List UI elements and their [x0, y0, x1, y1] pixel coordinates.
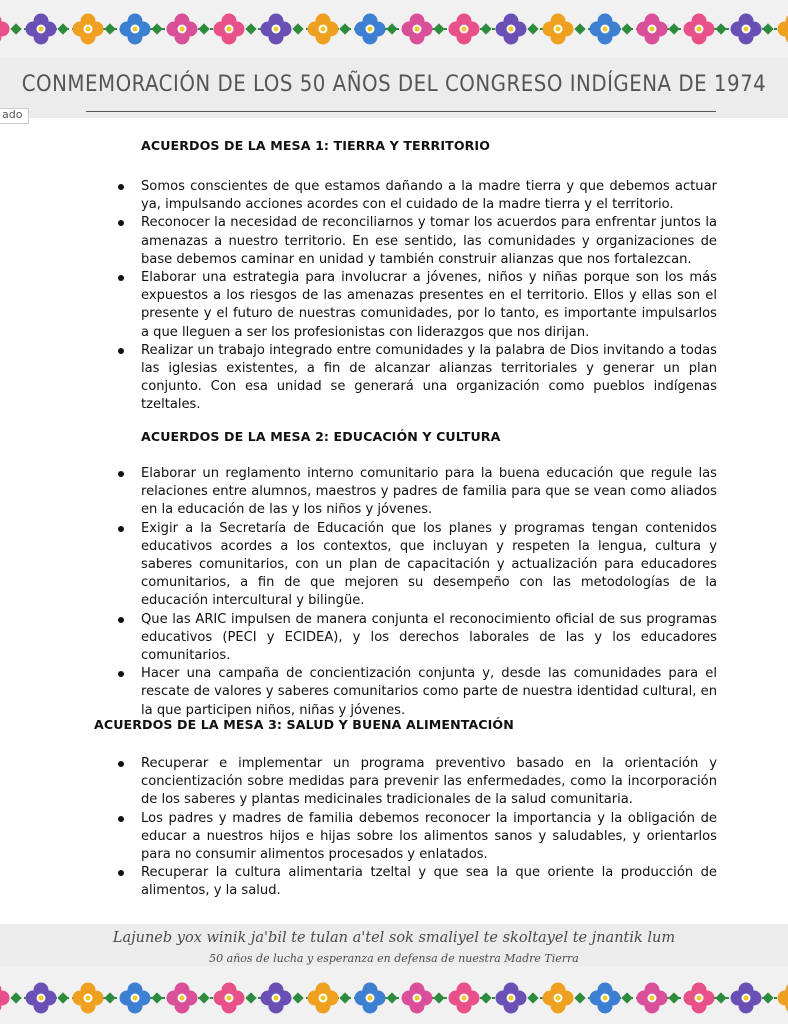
- flower-motif: [778, 983, 788, 1014]
- flower-motif: [778, 14, 788, 45]
- flower-motif: [496, 983, 539, 1014]
- flower-motif: [637, 983, 680, 1014]
- embroidered-border-top: [0, 0, 788, 58]
- flower-motif: [543, 14, 586, 45]
- flower-motif: [684, 14, 727, 45]
- flower-motif: [449, 983, 492, 1014]
- section-list-mesa-2: [117, 465, 717, 720]
- flower-motif: [73, 983, 116, 1014]
- flower-motif: [731, 14, 774, 45]
- list-item: Que las ARIC impulsen de manera conjunta el reconocimiento oficial de sus programas educativos (PECI y ECIDEA), y los derechos laborales de las y los educadores comunitarios.: [117, 611, 717, 666]
- flower-motif: [261, 14, 304, 45]
- list-item: Recuperar e implementar un programa preventivo basado en la orientación y concientización sobre medidas para prevenir las enfermedades, como la incorporación de los saberes y plantas medicinales tradicionales de la salud comunitaria.: [117, 755, 717, 810]
- flower-motif: [120, 983, 163, 1014]
- flower-motif: [402, 983, 445, 1014]
- flower-motif: [26, 983, 69, 1014]
- flower-motif: [120, 14, 163, 45]
- flower-motif: [355, 14, 398, 45]
- footer-spanish-text: 50 años de lucha y esperanza en defensa de nuestra Madre Tierra: [209, 952, 579, 965]
- flower-motif: [355, 983, 398, 1014]
- flower-motif: [308, 14, 351, 45]
- list-item: Elaborar una estrategia para involucrar a jóvenes, niños y niñas porque son los más expuestos a los riesgos de las amenazas presentes en el territorio. Ellos y ellas son el presente y el futuro de nuestras comunidades, por lo tanto, es importante impulsarlos a que lleguen a ser los profesionistas con liderazgos que nos dirijan.: [117, 269, 717, 342]
- window-tab-fragment: ado: [0, 108, 29, 124]
- title-underline: [86, 111, 716, 112]
- flower-motif: [0, 14, 22, 45]
- flower-motif: [26, 14, 69, 45]
- flower-motif: [496, 14, 539, 45]
- flower-motif: [684, 983, 727, 1014]
- section-heading-mesa-3: ACUERDOS DE LA MESA 3: SALUD Y BUENA ALIMENTACIÓN: [94, 717, 514, 732]
- list-item: Los padres y madres de familia debemos reconocer la importancia y la obligación de educar a nuestros hijos e hijas sobre los alimentos sanos y saludables, y orientarlos para no consumir alimentos procesados y enlatados.: [117, 810, 717, 865]
- page-title: CONMEMORACIÓN DE LOS 50 AÑOS DEL CONGRESO INDÍGENA DE 1974: [21, 72, 767, 97]
- flower-motif: [73, 14, 116, 45]
- flower-motif: [214, 14, 257, 45]
- flower-pattern-bottom: [0, 966, 788, 1024]
- list-item: Exigir a la Secretaría de Educación que los planes y programas tengan contenidos educativos acordes a los contextos, que incluyan y respeten la lengua, cultura y saberes comunitarios, con un plan de capacitación y actualización para educadores comunitarios, a fin de que mejoren su desempeño con las metodologías de la educación intercultural y bilingüe.: [117, 520, 717, 611]
- flower-motif: [590, 983, 633, 1014]
- flower-motif: [402, 14, 445, 45]
- document-page: [0, 118, 788, 924]
- section-list-mesa-3: [117, 755, 717, 901]
- flower-motif: [308, 983, 351, 1014]
- list-item: Realizar un trabajo integrado entre comunidades y la palabra de Dios invitando a todas las iglesias existentes, a fin de alcanzar alianzas territoriales y generar un plan conjunto. Con esa unidad se generará una organización como pueblos indígenas tzeltales.: [117, 342, 717, 415]
- footer-tzeltal-text: Lajuneb yox winik ja'bil te tulan a'tel sok smaliyel te skoltayel te jnantik lum: [112, 930, 676, 946]
- list-item: Hacer una campaña de concientización conjunta y, desde las comunidades para el rescate de valores y saberes comunitarios como parte de nuestra identidad cultural, en la que participen niños, niñas y jóvenes.: [117, 665, 717, 720]
- flower-motif: [261, 983, 304, 1014]
- flower-motif: [214, 983, 257, 1014]
- list-item: Recuperar la cultura alimentaria tzeltal y que sea la que oriente la producción de alimentos, y la salud.: [117, 864, 717, 900]
- flower-motif: [0, 983, 22, 1014]
- flower-motif: [731, 983, 774, 1014]
- flower-pattern-top: [0, 0, 788, 58]
- list-item: Reconocer la necesidad de reconciliarnos y tomar los acuerdos para enfrentar juntos la amenazas a nuestro territorio. En ese sentido, las comunidades y organizaciones de base debemos caminar en unidad y también construir alianzas que nos fortalezcan.: [117, 214, 717, 269]
- flower-motif: [543, 983, 586, 1014]
- list-item: Somos conscientes de que estamos dañando a la madre tierra y que debemos actuar ya, impulsando acciones acordes con el cuidado de la madre tierra y el territorio.: [117, 178, 717, 214]
- flower-motif: [590, 14, 633, 45]
- flower-motif: [167, 983, 210, 1014]
- section-heading-mesa-2: ACUERDOS DE LA MESA 2: EDUCACIÓN Y CULTURA: [141, 429, 501, 444]
- section-list-mesa-1: [117, 178, 717, 415]
- flower-motif: [449, 14, 492, 45]
- embroidered-border-bottom: [0, 966, 788, 1024]
- list-item: Elaborar un reglamento interno comunitario para la buena educación que regule las relaciones entre alumnos, maestros y padres de familia para que se vean como aliados en la educación de las y los niños y jóvenes.: [117, 465, 717, 520]
- flower-motif: [167, 14, 210, 45]
- section-heading-mesa-1: ACUERDOS DE LA MESA 1: TIERRA Y TERRITORIO: [141, 138, 491, 153]
- flower-motif: [637, 14, 680, 45]
